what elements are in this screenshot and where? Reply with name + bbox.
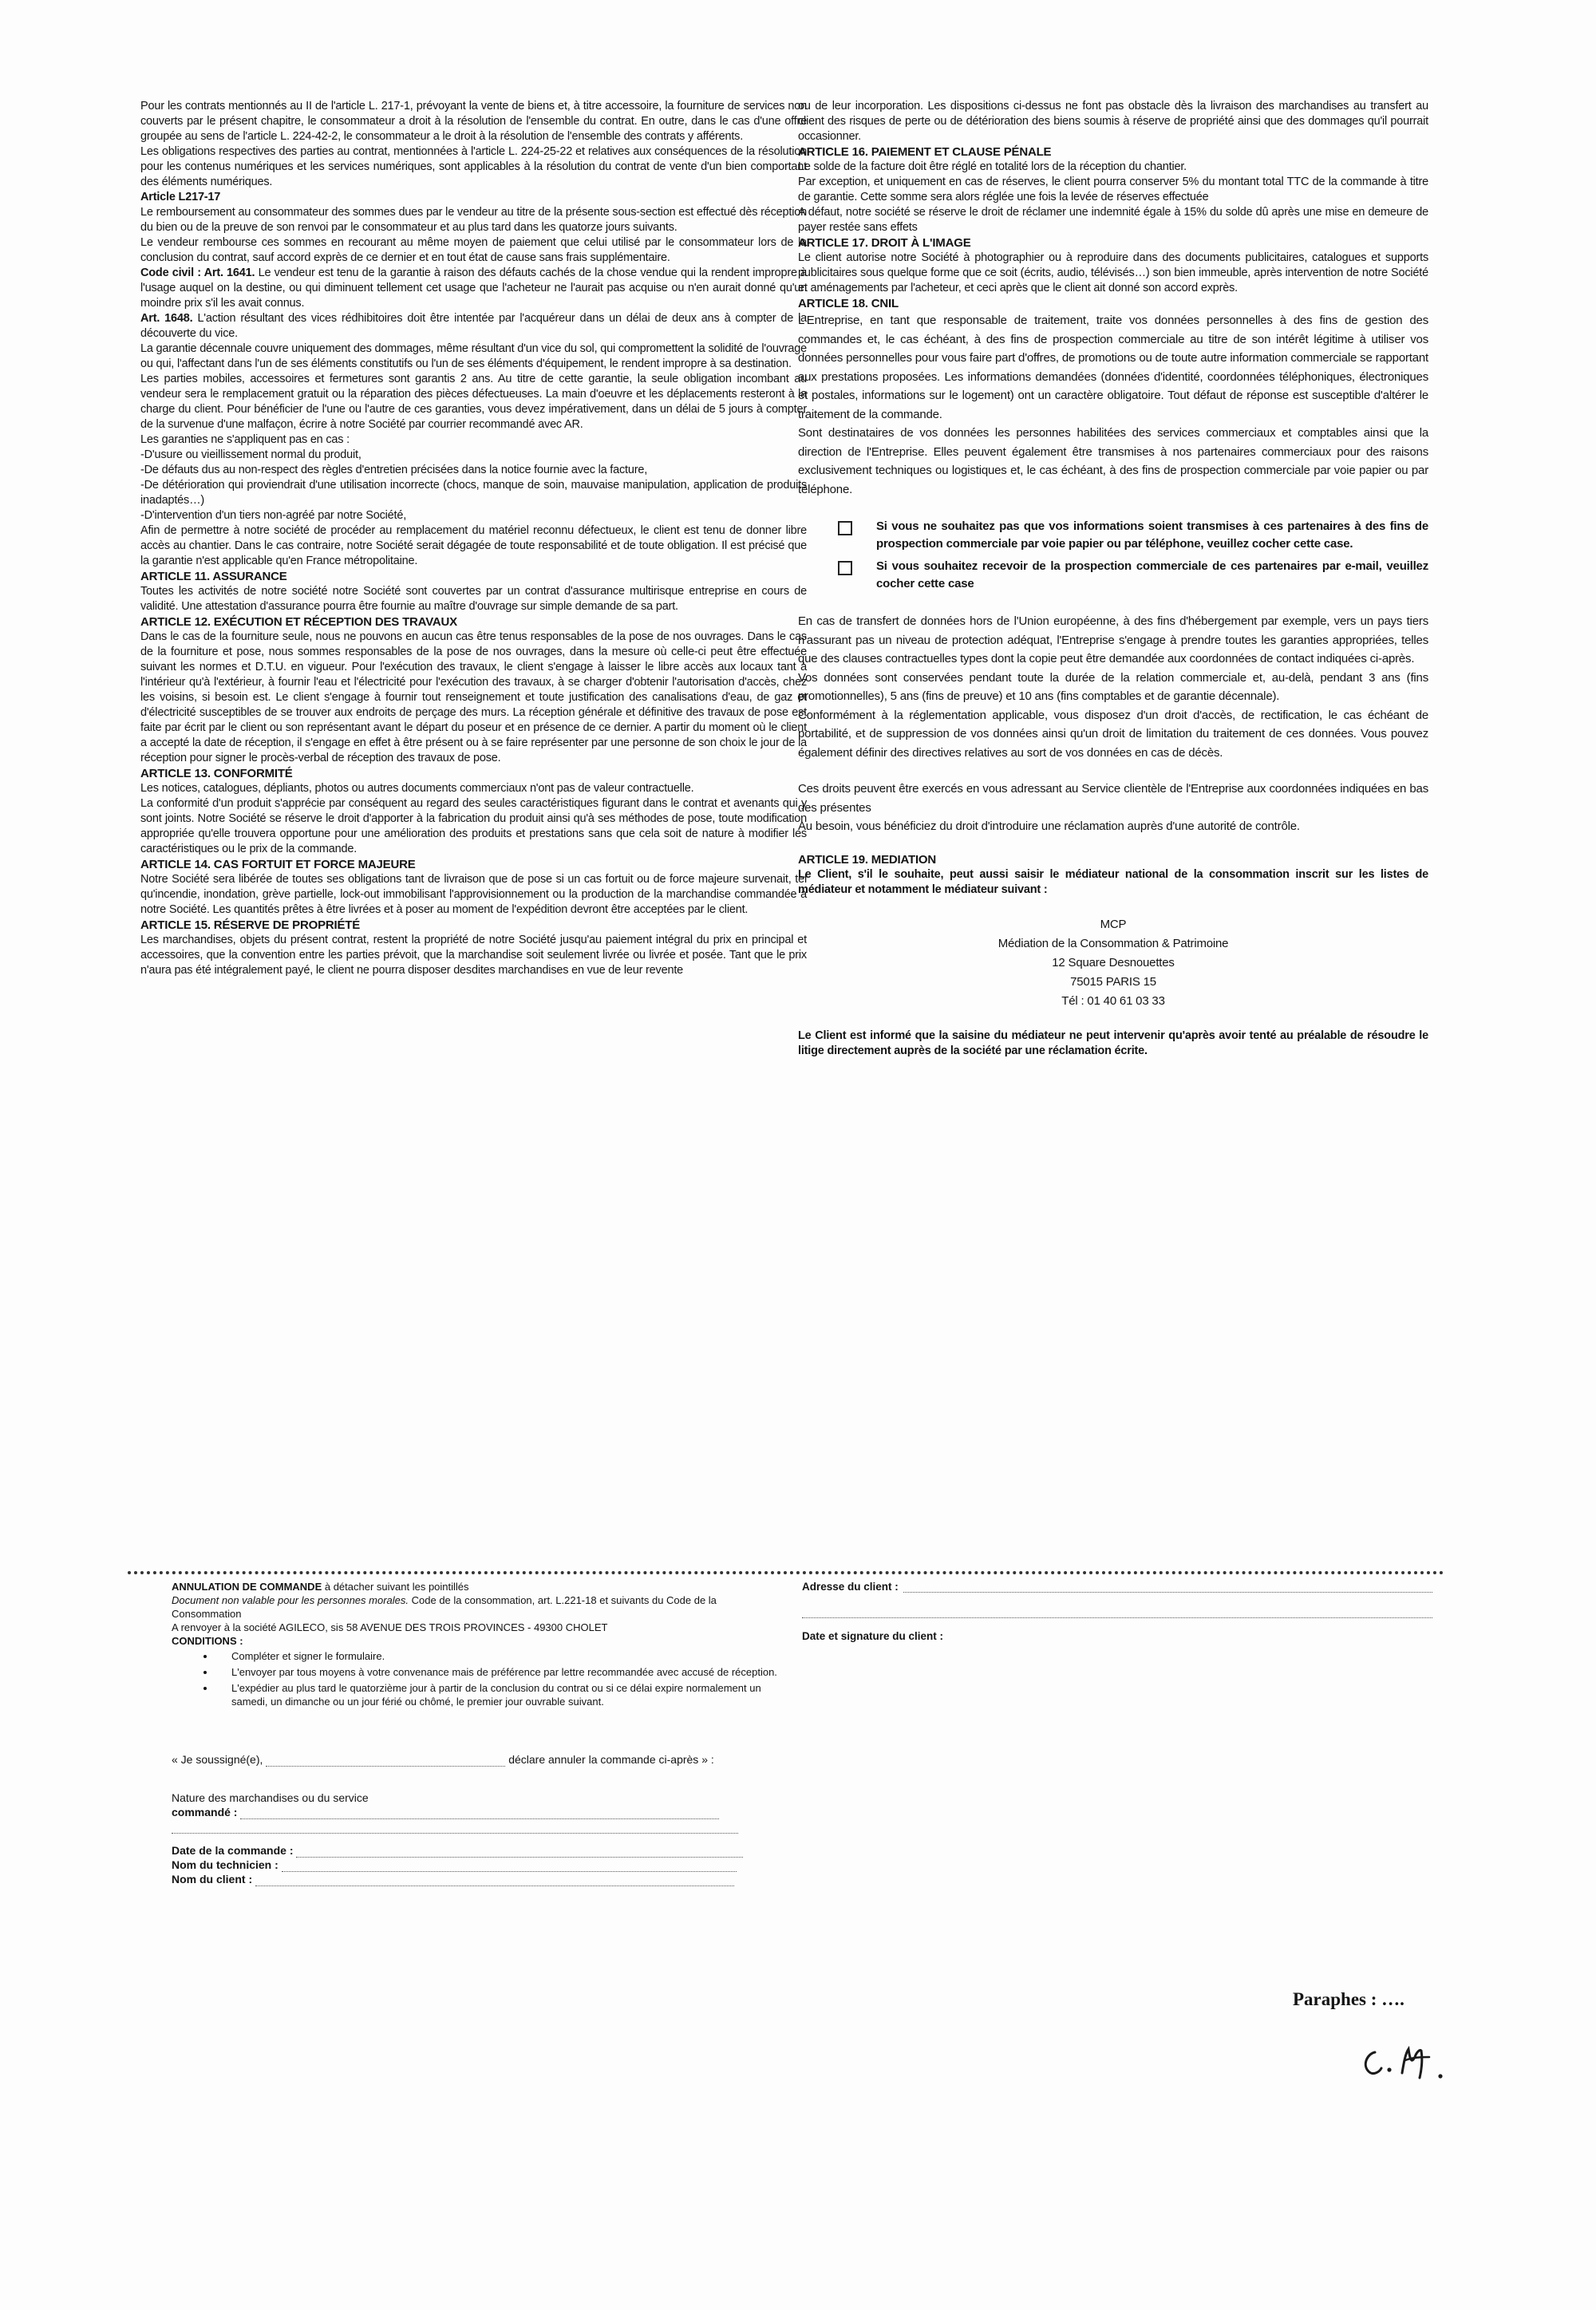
nature-label: Nature des marchandises ou du service — [172, 1791, 369, 1804]
paragraph: Pour les contrats mentionnés au II de l'article L. 217-1, prévoyant la vente de biens et, à titre accessoire, la fourniture de services non couverts par le présent chapitre, le consommateur a droit à la résolution de l'ensemble du contrat. En outre, dans le cas d'une offre groupée au sens de l'article L. 224-42-2, le consommateur a le droit à la résolution de l'ensemble des contrats y afférents. — [140, 100, 807, 143]
cut-line-divider — [128, 1571, 1444, 1574]
handwritten-initials-signature — [1353, 2033, 1456, 2097]
article-16-text: Par exception, et uniquement en cas de réserves, le client pourra conserver 5% du montant total TTC de la commande à titre de garantie. Cette somme sera alors réglée une fois la levée de réserves effectuée — [798, 176, 1428, 203]
article-16-text: A défaut, notre société se réserve le droit de réclamer une indemnité égale à 15% du solde dû après une mise en demeure de payer restée sans effets — [798, 206, 1428, 234]
client-address-field-2[interactable] — [802, 1605, 1432, 1618]
article-12-text: Dans le cas de la fourniture seule, nous ne pouvons en aucun cas être tenus responsables de la pose de nos ouvrages. Dans le cas de la fourniture et pose, nous sommes responsables de la pose de nos ouvrages, dans la mesure où celle-ci peut être effectuée suivant les normes et D.T.U. en vigueur. Pour l'exécution des travaux, le client s'engage à laisser le libre accès aux locaux tant à l'intérieur qu'à l'extérieur, à fournir l'eau et l'électricité pour l'exécution des travaux, à se charger d'obtenir l'autorisation d'accès, chez les voisins, si besoin est. Le client s'engage à fournir tout renseignement et toute justification des canalisations d'eau, de gaz et d'électricité susceptibles de se trouver aux endroits de perçage des murs. La réception générale et définitive des travaux de pose est faite par écrit par le client ou son représentant avant le départ du poseur et en présence de ce dernier. A partir du moment où le client a accepté la date de réception, il s'engage en effet à être présent ou à se faire représenter par une personne de son choix le jour de la réception pour signer le procès-verbal de réception des travaux de pose. — [140, 630, 807, 764]
optin-partners-email-option — [838, 558, 1428, 593]
article-18-text: Sont destinataires de vos données les personnes habilitées des services commerciaux et comptables ainsi que la direction de l'Entreprise. Elles peuvent également être transmises à nos partenaires commerciaux pour des raisons exclusivement techniques ou logistiques et, le cas échéant, à des fins de prospection commerciale par voie papier ou par téléphone. — [798, 426, 1428, 496]
send-to-address: A renvoyer à la société AGILECO, sis 58 AVENUE DES TROIS PROVINCES - 49300 CHOLET — [172, 1621, 608, 1633]
goods-line-2 — [172, 1819, 778, 1834]
article-18-text: L'Entreprise, en tant que responsable de traitement, traite vos données personnelles à des fins de gestion des commandes et, le cas échéant, à des fins de prospection commerciale au titre de son intérêt légitime à utiliser vos données personnelles pour vous faire part d'offres, de promotions ou de toute autre information commerciale se rapportant aux prestations proposées. Les informations demandées (données d'identité, coordonnées téléphoniques, électroniques et postales, informations sur le logement) ont un caractère obligatoire. Tout défaut de réponse est susceptible d'altérer le traitement de la commande. — [798, 314, 1428, 421]
paragraph: Le remboursement au consommateur des sommes dues par le vendeur au titre de la présente sous-section est effectué dès réception du bien ou de la preuve de son renvoi par le consommateur et au plus tard dans les quatorze jours suivants. — [140, 206, 807, 234]
paraphes-label: Paraphes : …. — [1293, 1989, 1404, 2009]
art-1648-label: Art. 1648. — [140, 312, 193, 325]
article-14-text: Notre Société sera libérée de toutes ses obligations tant de livraison que de pose si un cas fortuit ou de force majeure survenait, tel qu'incendie, inondation, grève partielle, lock-out immobilisant l'approvisionnement ou la production de la marchandise commandée à notre Société. Les quantités prêtes à être livrées et à poser au moment de l'expédition devront être acceptées par le client. — [140, 873, 807, 916]
optout-partners-paper-option — [838, 518, 1428, 553]
optin-email-checkbox[interactable] — [838, 561, 852, 575]
commande-label: commandé : — [172, 1806, 238, 1818]
paragraph — [140, 311, 807, 342]
client-address-field[interactable] — [903, 1580, 1432, 1593]
article-12-title: ARTICLE 12. EXÉCUTION ET RÉCEPTION DES TRAVAUX — [140, 615, 457, 629]
list-item: -De détérioration qui proviendrait d'une utilisation incorrecte (chocs, manque de soin, mauvaise manipulation, application de produits inadaptés…) — [140, 479, 807, 507]
article-18-text: Ces droits peuvent être exercés en vous adressant au Service clientèle de l'Entreprise aux coordonnées indiquées en bas des présentes — [798, 782, 1428, 815]
article-18-body-continued — [798, 612, 1428, 836]
right-column — [798, 99, 1428, 1059]
client-address-row — [802, 1580, 1432, 1594]
article-18-text: En cas de transfert de données hors de l'Union européenne, à des fins d'hébergement par exemple, vers un pays tiers n'assurant pas un niveau de protection adéquat, l'Entreprise s'engage à prendre toutes les garanties appropriées, telles que des clauses contractuelles types dont la copie peut être demandée aux coordonnées de contact indiquées ci-après. — [798, 614, 1428, 665]
date-commande-line — [172, 1843, 778, 1858]
article-16-text: Le solde de la facture doit être réglé en totalité lors de la réception du chantier. — [798, 160, 1187, 173]
condition-item: • L'expédier au plus tard le quatorzième jour à partir de la conclusion du contrat ou si ce délai expire normalement un samedi, un dimanche ou un jour férié ou chômé, le premier jour ouvrable suivant. — [215, 1681, 778, 1708]
cancellation-form — [172, 1580, 778, 1886]
client-name-field[interactable] — [255, 1874, 734, 1886]
mediator-full-name: Médiation de la Consommation & Patrimoine — [998, 936, 1229, 950]
article-13-text: La conformité d'un produit s'apprécie par conséquent au regard des seules caractéristiques figurant dans le contrat et avenants qui y sont joints. Notre Société se réserve le droit d'apporter à la fabrication du produit ainsi qu'à ses méthodes de pose, toute modification appropriée qu'elle trouvera opportune pour une amélioration des produits et prestations sans que cela soit de nature à modifier les caractéristiques ou le prix de la commande. — [140, 797, 807, 855]
client-name-line — [172, 1872, 778, 1886]
name-field[interactable] — [266, 1755, 505, 1767]
article-15-text: Les marchandises, objets du présent contrat, restent la propriété de notre Société jusqu'au paiement intégral du prix en principal et accessoires, que la convention entre les parties prévoit, que la marchandise soit seulement livrée ou livrée et posée. Tant que le prix n'aura pas été intégralement payé, le client ne pourra disposer desdites marchandises en vue de leur revente — [140, 934, 807, 977]
list-item: -D'intervention d'un tiers non-agréé par notre Société, — [140, 509, 407, 522]
client-signature-area[interactable] — [948, 1629, 1432, 1641]
paragraph-text: L'action résultant des vices rédhibitoires doit être intentée par l'acquéreur dans un délai de deux ans à compter de la découverte du vice. — [140, 312, 807, 340]
commande-line — [172, 1805, 778, 1819]
paragraph: Les obligations respectives des parties au contrat, mentionnées à l'article L. 224-25-22 et relatives aux conséquences de la résolution pour les contenus numériques et les services numériques, sont applicables à la résolution du contrat de vente d'un bien comportant des éléments numériques. — [140, 145, 807, 188]
cancellation-title-suffix: à détacher suivant les pointillés — [322, 1581, 469, 1593]
mediator-name: MCP — [1100, 917, 1127, 931]
technicien-line — [172, 1858, 778, 1872]
mediator-city: 75015 PARIS 15 — [1070, 974, 1156, 989]
article-13-title: ARTICLE 13. CONFORMITÉ — [140, 767, 293, 780]
note-italic: Document non valable pour les personnes morales. — [172, 1594, 409, 1606]
condition-item: • L'envoyer par tous moyens à votre convenance mais de préférence par lettre recommandée avec accusé de réception. — [215, 1665, 778, 1679]
goods-field-2[interactable] — [172, 1822, 738, 1834]
technician-field[interactable] — [282, 1860, 737, 1872]
paragraph: ou de leur incorporation. Les dispositions ci-dessus ne font pas obstacle dès la livraison des marchandises au transfert au client des risques de perte ou de détérioration des biens soumis à réserve de propriété ainsi que des dommages qu'il pourrait occasionner. — [798, 100, 1428, 143]
paragraph-text: Le vendeur est tenu de la garantie à raison des défauts cachés de la chose vendue qui la rendent impropre à l'usage auquel on la destine, ou qui diminuent tellement cet usage que l'acheteur ne l'aurait pas acquise ou n'en aurait donné qu'un moindre prix s'il les avait connus. — [140, 267, 807, 310]
client-address-row-2 — [802, 1605, 1432, 1618]
declaration-line — [172, 1752, 778, 1767]
cancellation-note — [172, 1593, 778, 1621]
left-column — [140, 99, 807, 978]
paragraph: Le vendeur rembourse ces sommes en recourant au même moyen de paiement que celui utilisé par le consommateur lors de la conclusion du contrat, sauf accord exprès de ce dernier et en tout état de cause sans frais supplémentaire. — [140, 236, 807, 264]
date-commande-label: Date de la commande : — [172, 1844, 294, 1857]
list-item: -D'usure ou vieillissement normal du produit, — [140, 448, 361, 461]
cancellation-title-line — [172, 1580, 778, 1593]
article-18-text: Au besoin, vous bénéficiez du droit d'introduire une réclamation auprès d'une autorité de contrôle. — [798, 819, 1300, 833]
je-soussigne-label: « Je soussigné(e), — [172, 1753, 263, 1766]
goods-field[interactable] — [240, 1807, 719, 1819]
code-civil-label: Code civil : Art. 1641. — [140, 267, 255, 279]
note-rest: Code de la consommation, art. L.221-18 et suivants du Code de la Consommation — [172, 1594, 717, 1620]
technicien-label: Nom du technicien : — [172, 1858, 279, 1871]
paragraph: Afin de permettre à notre société de procéder au remplacement du matériel reconnu défectueux, le client est tenu de donner libre accès au chantier. Dans le cas contraire, notre Société serait dégagée de toute responsabilité et de toute obligation. Il est précisé que la garantie n'est applicable qu'en France métropolitaine. — [140, 524, 807, 567]
mediator-phone: Tél : 01 40 61 03 33 — [1061, 993, 1165, 1008]
article-19-text: Le Client est informé que la saisine du médiateur ne peut intervenir qu'après avoir tenté au préalable de résoudre le litige directement auprès de la société par une réclamation écrite. — [798, 1029, 1428, 1057]
article-heading: Article L217-17 — [140, 191, 221, 203]
article-13-text: Les notices, catalogues, dépliants, photos ou autres documents commerciaux n'ont pas de valeur contractuelle. — [140, 782, 694, 795]
article-11-title: ARTICLE 11. ASSURANCE — [140, 570, 287, 583]
client-address-label: Adresse du client : — [802, 1581, 899, 1593]
declare-label: déclare annuler la commande ci-après » : — [508, 1753, 714, 1766]
article-18-text: Vos données sont conservées pendant toute la durée de la relation commerciale et, au-delà, pendant 3 ans (fins promotionnelles), 5 ans (fins de preuve) et 10 ans (fins comptables et de garantie décennale). — [798, 670, 1428, 703]
article-19-title: ARTICLE 19. MEDIATION — [798, 852, 937, 867]
client-signature-label: Date et signature du client : — [802, 1630, 944, 1642]
article-14-title: ARTICLE 14. CAS FORTUIT ET FORCE MAJEURE — [140, 858, 416, 871]
client-info-box — [802, 1580, 1432, 1655]
mediator-street: 12 Square Desnouettes — [1052, 955, 1175, 969]
optout-partners-checkbox[interactable] — [838, 521, 852, 535]
article-16-title: ARTICLE 16. PAIEMENT ET CLAUSE PÉNALE — [798, 145, 1052, 159]
paragraph: La garantie décennale couvre uniquement des dommages, même résultant d'un vice du sol, qui compromettent la solidité de l'ouvrage ou qui, l'affectant dans l'un de ses éléments constitutifs ou l'un de ses éléments d'équipement, le rendent impropre à sa destination. — [140, 342, 807, 370]
article-11-text: Toutes les activités de notre société notre Société sont couvertes par un contrat d'assurance multirisque entreprise en cours de validité. Une attestation d'assurance pourra être fournie au maître d'ouvrage sur simple demande de sa part. — [140, 585, 807, 613]
paragraph: Les garanties ne s'appliquent pas en cas : — [140, 433, 350, 446]
list-item: -De défauts dus au non-respect des règles d'entretien précisées dans la notice fournie avec la facture, — [140, 464, 648, 476]
conditions-label: CONDITIONS : — [172, 1635, 243, 1647]
article-18-body — [798, 311, 1428, 499]
client-signature-row — [802, 1629, 1432, 1644]
mediator-address — [798, 915, 1428, 1011]
condition-item: • Compléter et signer le formulaire. — [215, 1649, 778, 1663]
article-17-title: ARTICLE 17. DROIT À L'IMAGE — [798, 236, 971, 250]
checkbox-label: Si vous souhaitez recevoir de la prospection commerciale de ces partenaires par e-mail, veuillez cocher cette case — [876, 559, 1428, 590]
checkbox-label: Si vous ne souhaitez pas que vos informations soient transmises à ces partenaires à des fins de prospection commerciale par voie papier ou par téléphone, veuillez cocher cette case. — [876, 519, 1428, 551]
paragraph: Les parties mobiles, accessoires et fermetures sont garantis 2 ans. Au titre de cette garantie, la seule obligation incombant au vendeur sera le remplacement gratuit ou la réparation des pièces défectueuses. La main d'oeuvre et les déplacements resteront à la charge du client. Pour bénéficier de l'une ou l'autre de ces garanties, vous devez impérativement, dans un délai de 5 jours à compter de la survenue d'une malfaçon, écrire à notre Société par courrier recommandé avec AR. — [140, 373, 807, 431]
conditions-list — [172, 1649, 778, 1708]
cancellation-title: ANNULATION DE COMMANDE — [172, 1581, 322, 1593]
article-18-title: ARTICLE 18. CNIL — [798, 297, 899, 310]
article-17-text: Le client autorise notre Société à photographier ou à reproduire dans des documents publicitaires, catalogues et supports publicitaires sous quelque forme que ce soit (écrits, audio, télévisés…) son bien immeuble, après intervention de notre Société et aménagements par l'acheteur, et ceci après que le client ait donné son accord exprès. — [798, 251, 1428, 294]
article-18-text: Conformément à la réglementation applicable, vous disposez d'un droit d'accès, de rectification, le cas échéant de portabilité, et de suppression de vos données ainsi qu'un droit de limitation du traitement de ces données. Vous pouvez également définir des directives relatives au sort de vos données en cas de décès. — [798, 708, 1428, 760]
client-name-label: Nom du client : — [172, 1873, 253, 1886]
order-date-field[interactable] — [296, 1846, 743, 1858]
article-15-title: ARTICLE 15. RÉSERVE DE PROPRIÉTÉ — [140, 918, 361, 932]
article-19-text: Le Client, s'il le souhaite, peut aussi saisir le médiateur national de la consommation inscrit sur les listes de médiateur et notamment le médiateur suivant : — [798, 867, 1428, 896]
paragraph — [140, 266, 807, 311]
